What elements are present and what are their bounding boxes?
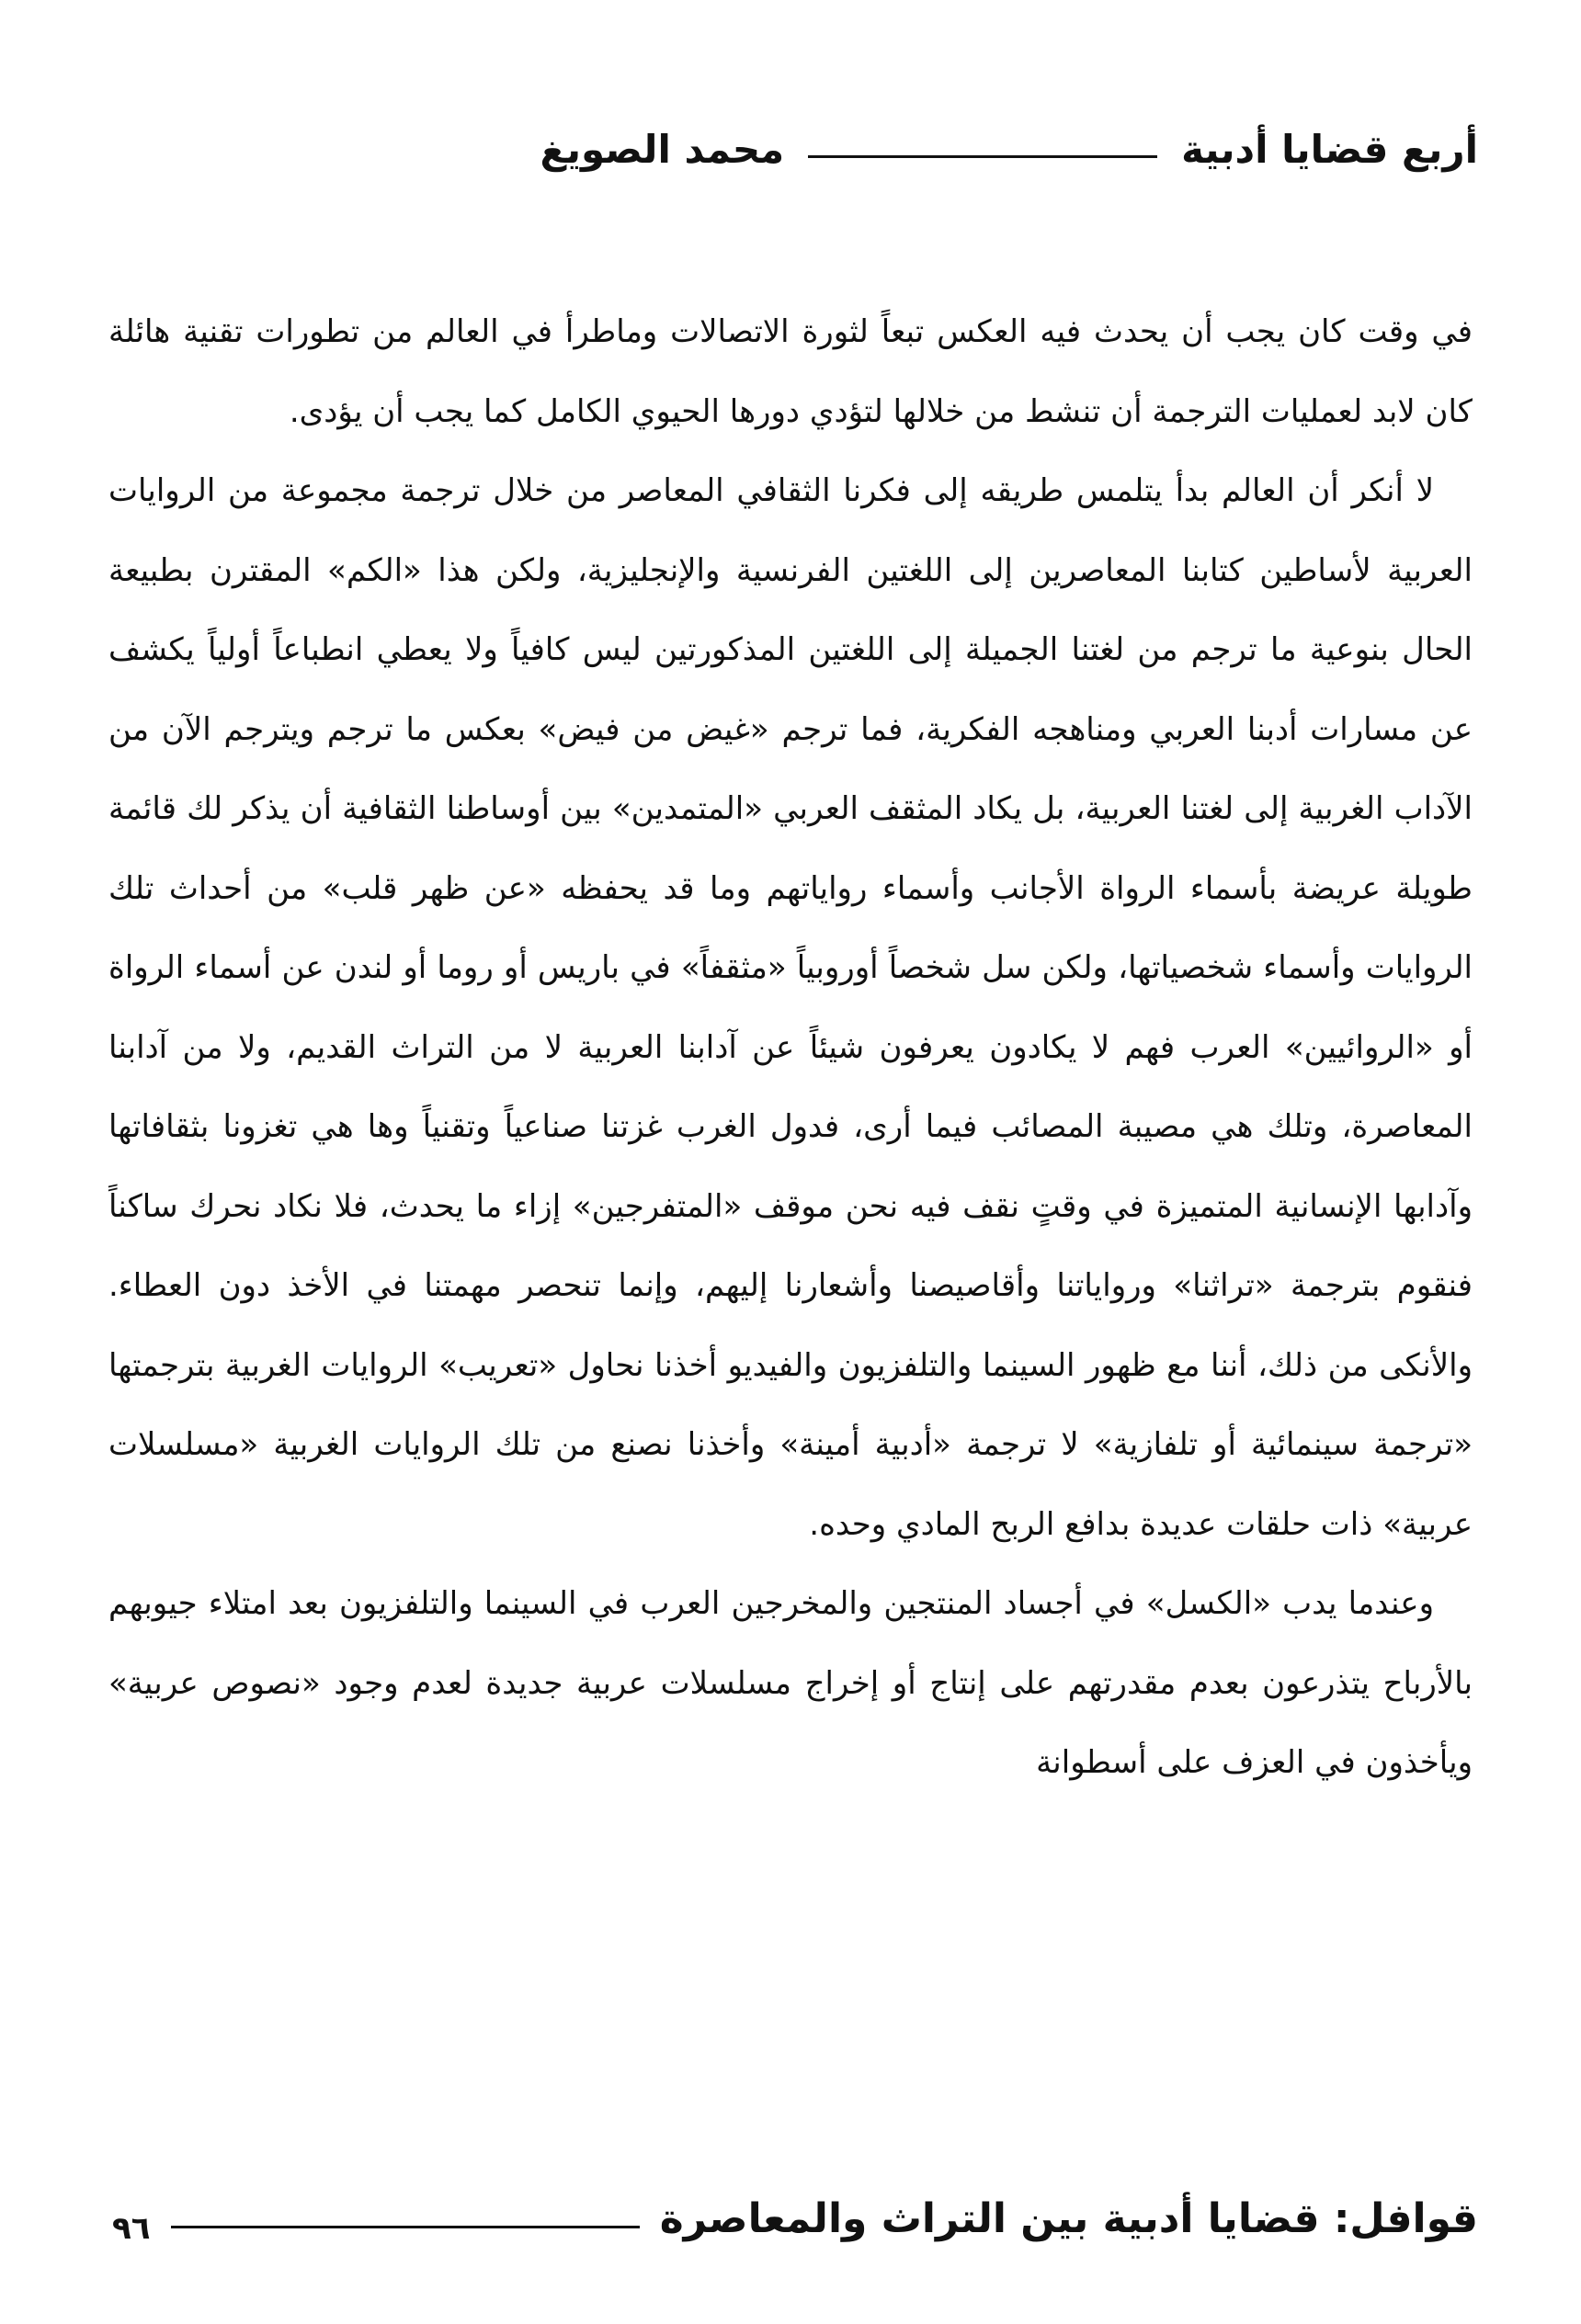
paragraph: لا أنكر أن العالم بدأ يتلمس طريقه إلى فكرنا الثقافي المعاصر من خلال ترجمة مجموعة من الروايات العربية لأساطين كتابنا المعاصرين إلى اللغتين الفرنسية والإنجليزية، ولكن هذا «الكم» المقترن بطبيعة الحال بنوعية ما ترجم من لغتنا الجميلة إلى اللغتين المذكورتين ليس كافياً ولا يعطي انطباعاً أولياً يكشف عن مسارات أدبنا العربي ومناهجه الفكرية، فما ترجم «غيض من فيض» بعكس ما ترجم ويترجم الآن من الآداب الغربية إلى لغتنا العربية، بل يكاد المثقف العربي «المتمدين» بين أوساطنا الثقافية أن يذكر لك قائمة طويلة عريضة بأسماء الرواة الأجانب وأسماء رواياتهم وما قد يحفظه «عن ظهر قلب» من أحداث تلك الروايات وأسماء شخصياتها، ولكن سل شخصاً أوروبياً «مثقفاً» في باريس أو روما أو لندن عن أسماء الرواة أو «الروائيين» العرب فهم لا يكادون يعرفون شيئاً عن آدابنا العربية لا من التراث القديم، ولا من آدابنا المعاصرة، وتلك هي مصيبة المصائب فيما أرى، فدول الغرب غزتنا صناعياً وتقنياً وها هي تغزونا بثقافاتها وآدابها الإنسانية المتميزة في وقتٍ نقف فيه نحن موقف «المتفرجين» إزاء ما يحدث، فلا نكاد نحرك ساكناً فنقوم بترجمة «تراثنا» ورواياتنا وأقاصيصنا وأشعارنا إليهم، وإنما تنحصر مهمتنا في الأخذ دون العطاء. والأنكى من ذلك، أننا مع ظهور السينما والتلفزيون والفيديو أخذنا نحاول «تعريب» الروايات الغربية بترجمتها «ترجمة سينمائية أو تلفازية» لا ترجمة «أدبية أمينة» وأخذنا نصنع من تلك الروايات الغربية «مسلسلات عربية» ذات حلقات عديدة بدافع الربح المادي وحده. <box>108 472 1473 1543</box>
author-name: محمد الصويغ <box>540 127 785 172</box>
paragraph: وعندما يدب «الكسل» في أجساد المنتجين والمخرجين العرب في السينما والتلفزيون بعد امتلاء جيوبهم بالأرباح يتذرعون بعدم مقدرتهم على إنتاج أو إخراج مسلسلات عربية جديدة لعدم وجود «نصوص عربية» ويأخذون في العزف على أسطوانة <box>108 1585 1473 1781</box>
header-rule <box>808 155 1157 158</box>
book-title: أربع قضايا أدبية <box>1181 127 1478 172</box>
paragraph: في وقت كان يجب أن يحدث فيه العكس تبعاً لثورة الاتصالات وماطرأ في العالم من تطورات تقنية هائلة كان لابد لعمليات الترجمة أن تنشط من خلالها لتؤدي دورها الحيوي الكامل كما يجب أن يؤدى. <box>108 313 1473 430</box>
running-header <box>110 118 1478 182</box>
body-text <box>108 292 1473 1803</box>
footer-rule <box>171 2226 640 2228</box>
series-title: قوافل: قضايا أدبية بين التراث والمعاصرة <box>659 2195 1478 2242</box>
running-footer <box>103 2187 1478 2251</box>
page-number: ٩٦ <box>112 2210 151 2247</box>
